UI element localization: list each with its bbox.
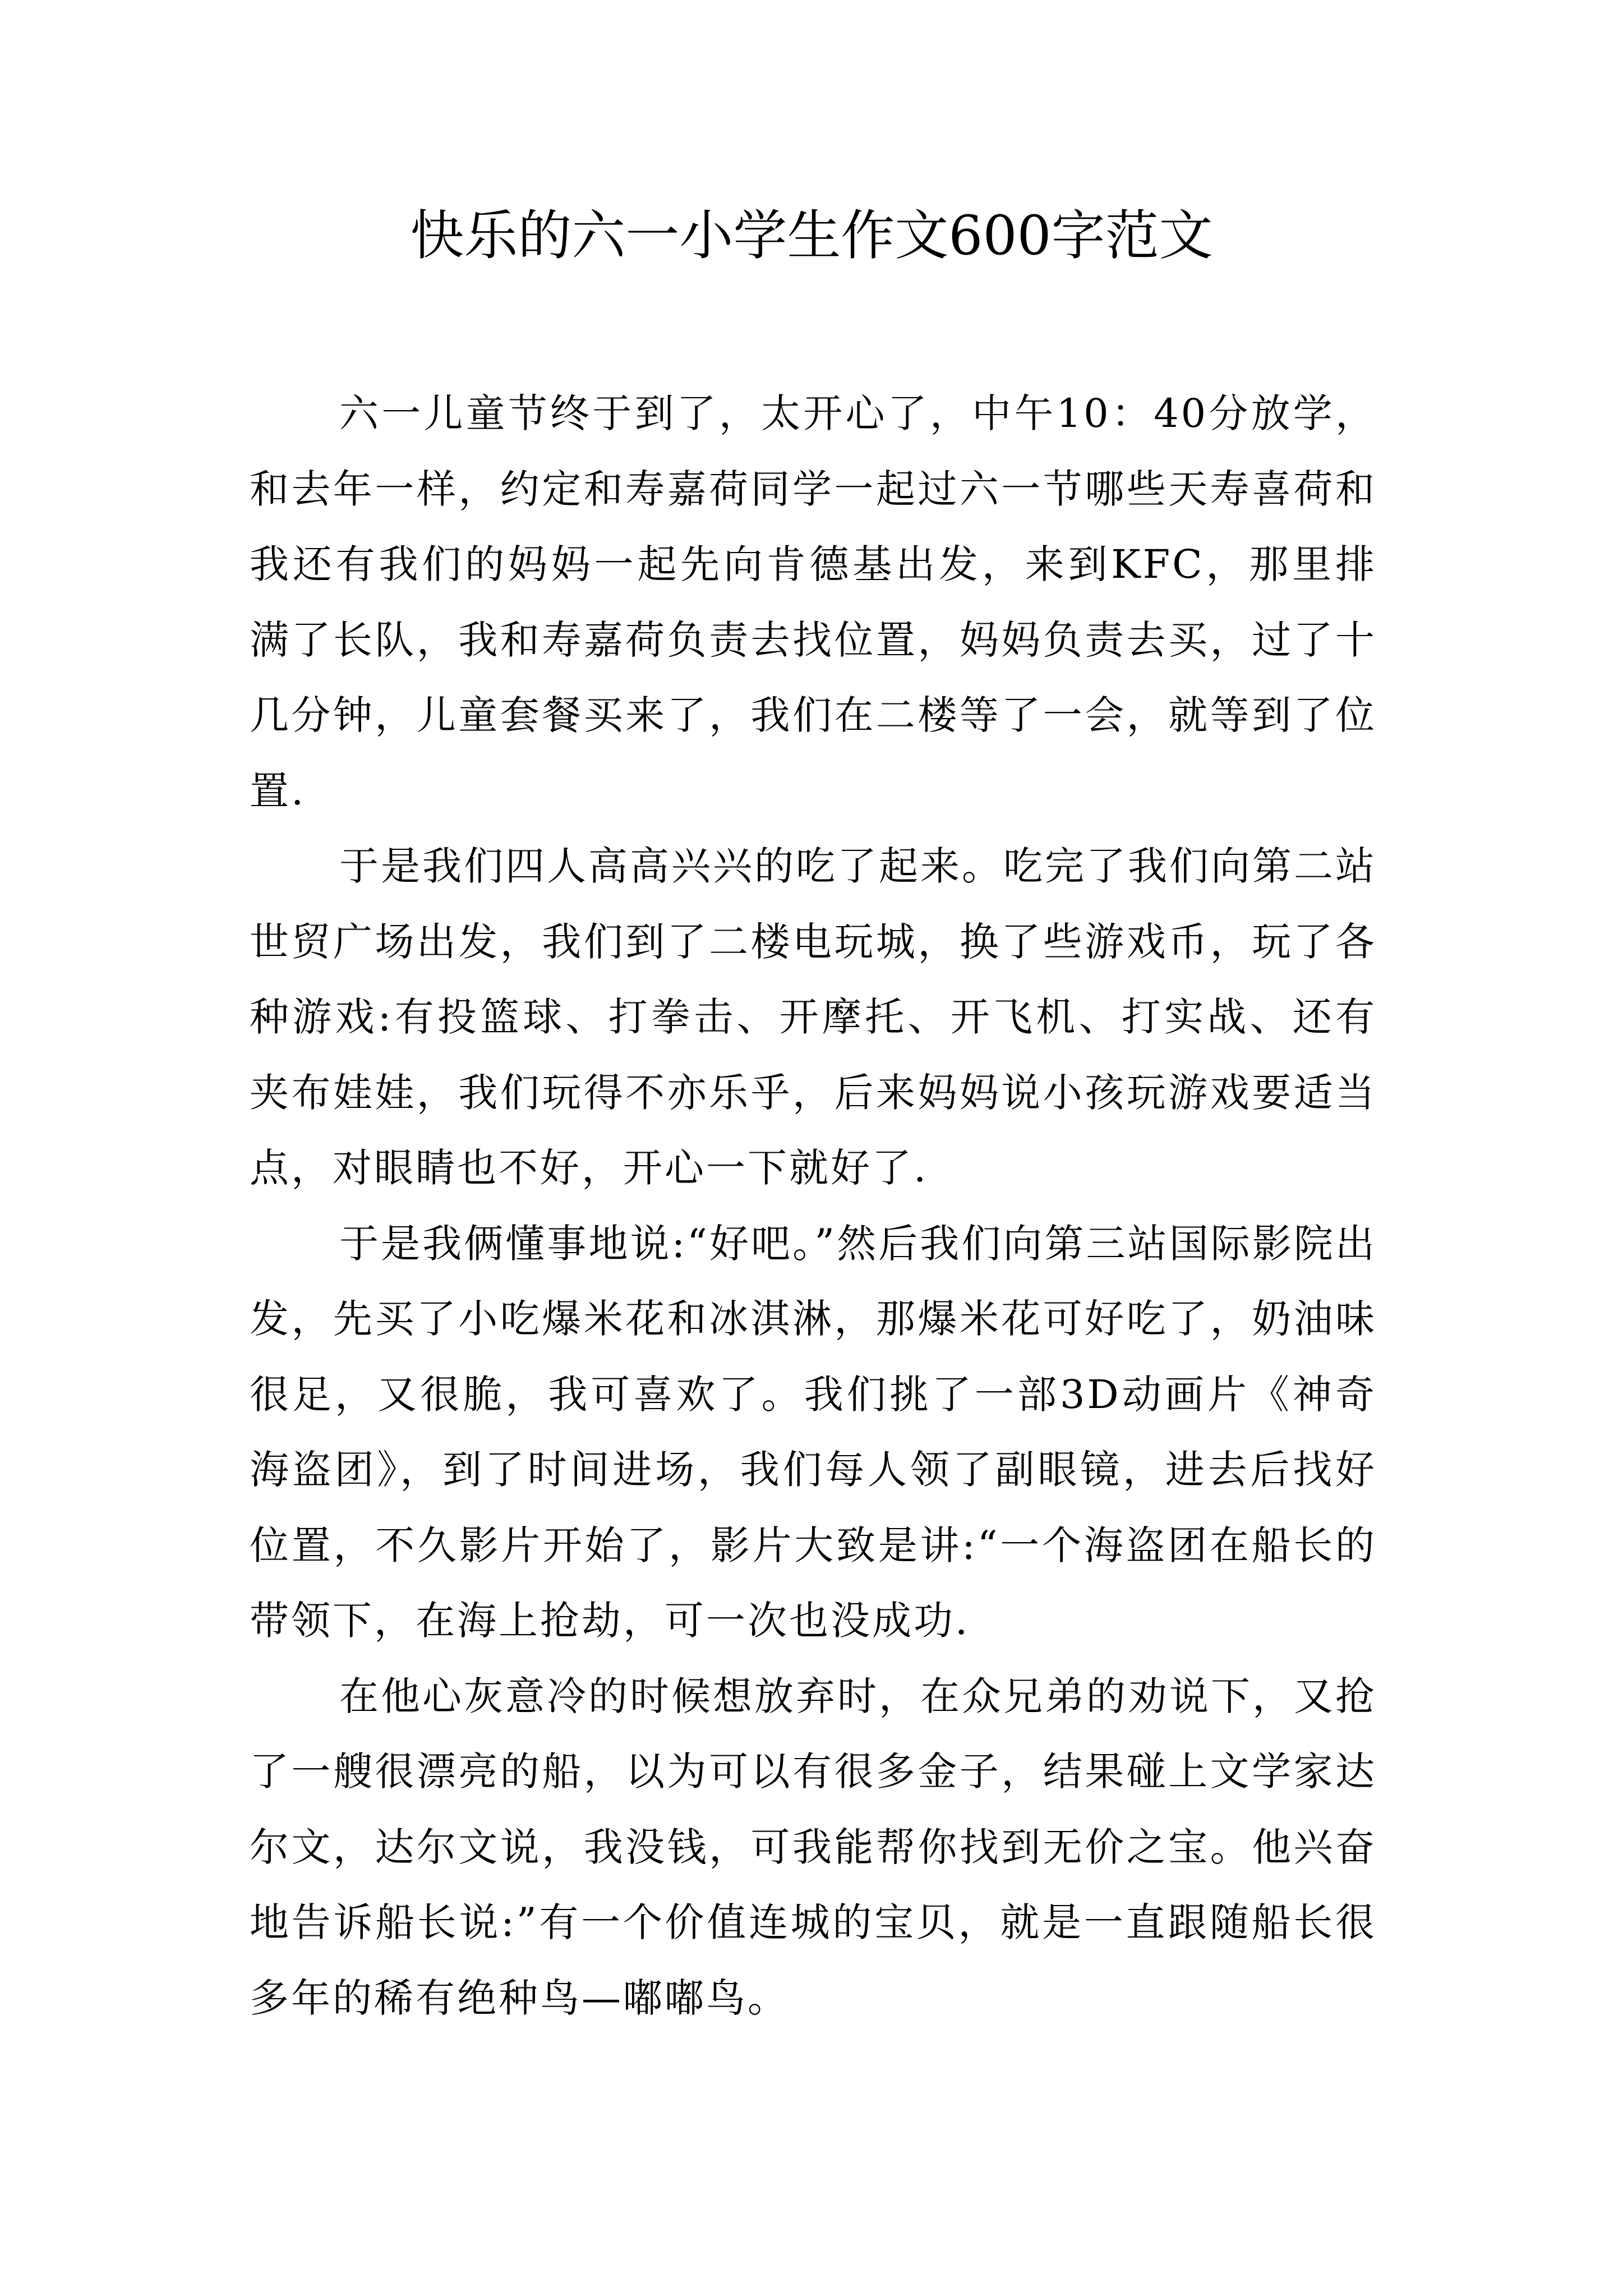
paragraph-3: 于是我俩懂事地说:“好吧。”然后我们向第三站国际影院出发，先买了小吃爆米花和冰淇淋，那爆米花可好吃了，奶油味很足，又很脆，我可喜欢了。我们挑了一部3D动画片《神奇海盗团》，到了时间进场，我们每人领了副眼镜，进去后找好位置，不久影片开始了，影片大致是讲:“一个海盗团在船长的带领下，在海上抢劫，可一次也没成功. bbox=[250, 1220, 1377, 1644]
document-body bbox=[250, 376, 1377, 2036]
paragraph-4: 在他心灰意冷的时候想放弃时，在众兄弟的劝说下，又抢了一艘很漂亮的船，以为可以有很多金子，结果碰上文学家达尔文，达尔文说，我没钱，可我能帮你找到无价之宝。他兴奋地告诉船长说:”有一个价值连城的宝贝，就是一直跟随船长很多年的稀有绝种鸟—嘟嘟鸟。 bbox=[250, 1673, 1377, 2021]
paragraph-1: 六一儿童节终于到了，太开心了，中午10：40分放学，和去年一样，约定和寿嘉荷同学一起过六一节哪些天寿喜荷和我还有我们的妈妈一起先向肯德基出发，来到KFC，那里排满了长队，我和寿嘉荷负责去找位置，妈妈负责去买，过了十几分钟，儿童套餐买来了，我们在二楼等了一会，就等到了位置. bbox=[250, 390, 1377, 814]
document-title: 快乐的六一小学生作文600字范文 bbox=[410, 204, 1213, 267]
paragraph-2: 于是我们四人高高兴兴的吃了起来。吃完了我们向第二站世贸广场出发，我们到了二楼电玩城，换了些游戏币，玩了各种游戏:有投篮球、打拳击、开摩托、开飞机、打实战、还有夹布娃娃，我们玩得不亦乐乎，后来妈妈说小孩玩游戏要适当点，对眼睛也不好，开心一下就好了. bbox=[250, 843, 1377, 1191]
